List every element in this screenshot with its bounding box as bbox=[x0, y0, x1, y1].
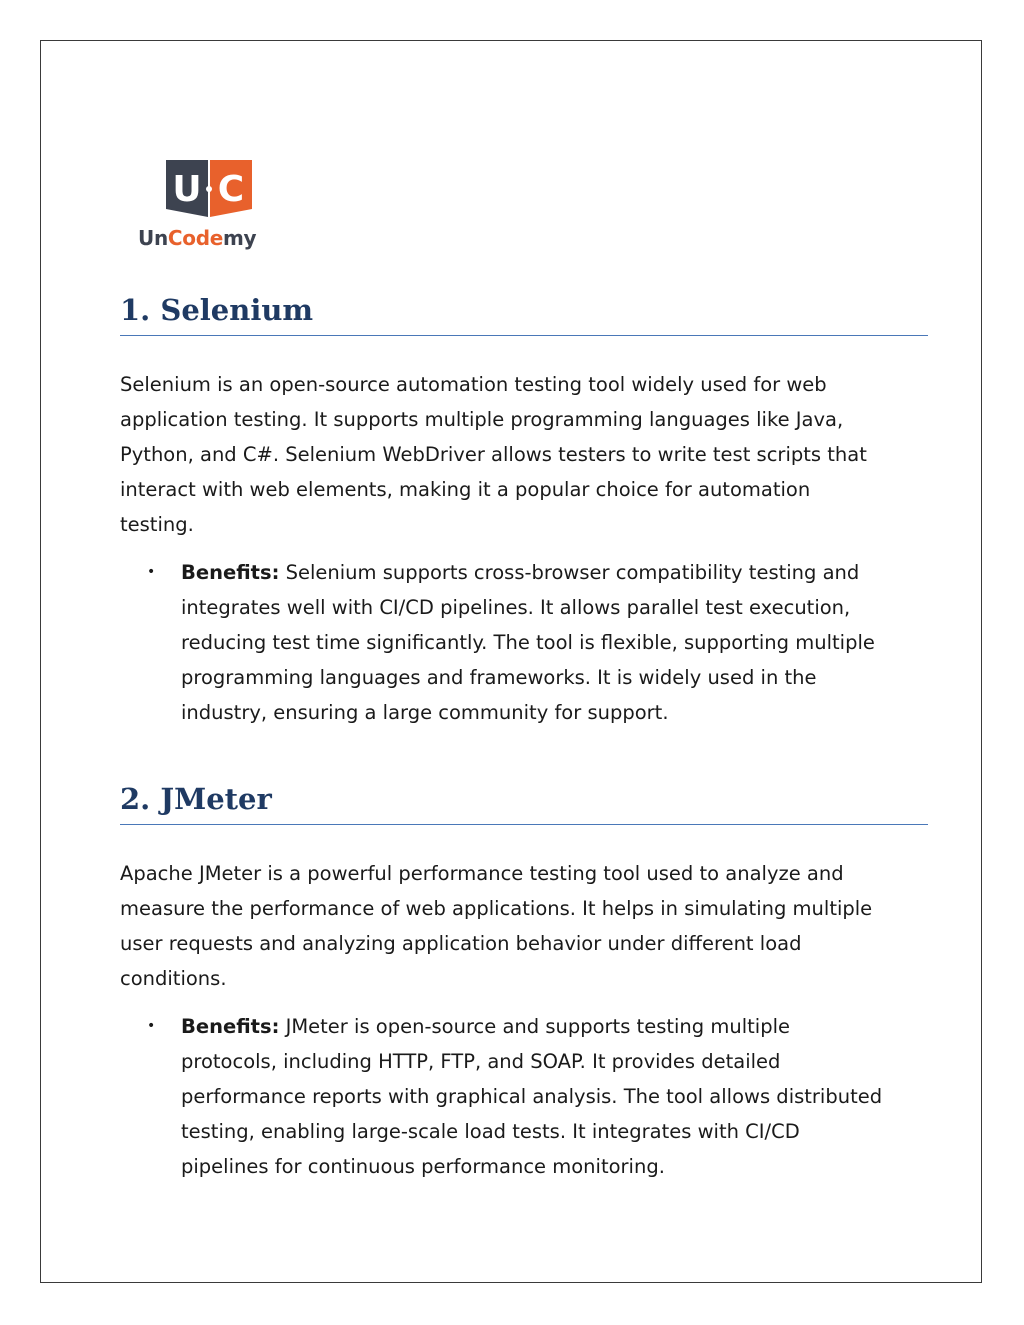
benefits-list bbox=[120, 555, 928, 730]
logo-mark-left-letter: U bbox=[172, 169, 202, 210]
logo-wordmark bbox=[138, 226, 256, 250]
section-heading: 2. JMeter bbox=[120, 782, 272, 816]
section-heading: 1. Selenium bbox=[120, 293, 314, 327]
uncodemy-logo-mark bbox=[166, 160, 252, 217]
logo-word-part-3: my bbox=[223, 226, 257, 250]
section-paragraph: Apache JMeter is a powerful performance testing tool used to analyze and measure the performance of web applications. It helps in simulating multiple user requests and analyzing application behavior under different load conditions. bbox=[120, 862, 873, 990]
benefits-label: Benefits: bbox=[181, 1015, 280, 1038]
logo-word-part-1: Un bbox=[138, 226, 168, 250]
benefits-list bbox=[120, 1009, 928, 1184]
bullet-icon: • bbox=[147, 1018, 156, 1034]
logo-mark-right-letter: C bbox=[217, 169, 245, 210]
benefits-label: Benefits: bbox=[181, 561, 280, 584]
list-item: • Benefits: JMeter is open-source and supports testing multiple protocols, including HTTP, FTP, and SOAP. It provides detailed performance reports with graphical analysis. The tool allows distributed testing, enabling large-scale load tests. It integrates with CI/CD pipelines for continuous performance monitoring. bbox=[120, 1009, 928, 1184]
section-paragraph: Selenium is an open-source automation testing tool widely used for web application testing. It supports multiple programming languages like Java, Python, and C#. Selenium WebDriver allows testers to write test scripts that interact with web elements, making it a popular choice for automation testing. bbox=[120, 373, 867, 536]
logo-word-part-2: Code bbox=[167, 226, 223, 250]
bullet-icon: • bbox=[147, 564, 156, 580]
section-selenium bbox=[120, 291, 928, 730]
list-item: • Benefits: Selenium supports cross-browser compatibility testing and integrates well with CI/CD pipelines. It allows parallel test execution, reducing test time significantly. The tool is flexible, supporting multiple programming languages and frameworks. It is widely used in the industry, ensuring a large community for support. bbox=[120, 555, 928, 730]
uncodemy-logo bbox=[138, 160, 283, 252]
section-jmeter bbox=[120, 780, 928, 1184]
